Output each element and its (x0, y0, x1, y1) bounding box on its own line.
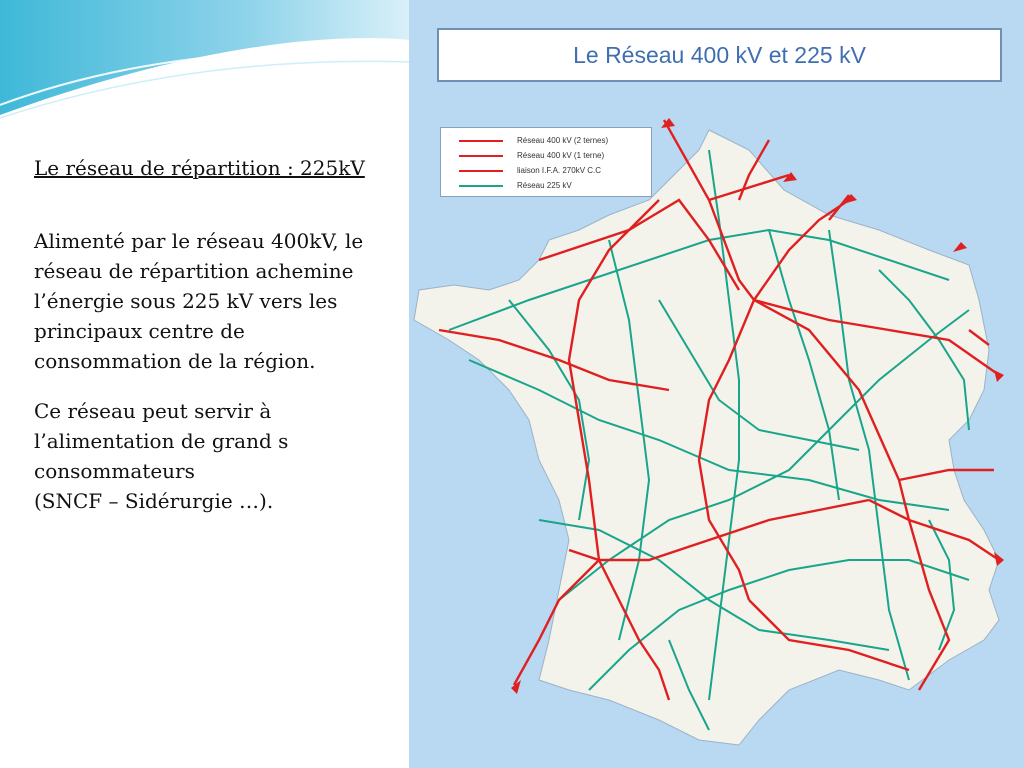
legend-swatch (459, 185, 503, 187)
france-grid-map (409, 0, 1024, 768)
arrow-icon (953, 242, 967, 252)
france-land (414, 130, 999, 745)
legend-label: Réseau 225 kV (517, 181, 572, 190)
legend-label: Réseau 400 kV (2 ternes) (517, 136, 609, 145)
legend-label: liaison I.F.A. 270kV C.C (517, 166, 602, 175)
map-title: Le Réseau 400 kV et 225 kV (573, 41, 866, 68)
legend-swatch (459, 140, 503, 142)
legend-label: Réseau 400 kV (1 terne) (517, 151, 605, 160)
arrow-icon (994, 370, 1004, 382)
section-title: Le réseau de répartition : 225kV (34, 156, 365, 180)
legend-item (445, 163, 647, 178)
legend-swatch (459, 170, 503, 172)
paragraph-2: Ce réseau peut servir à l’alimentation de grand s consommateurs (SNCF – Sidérurgie …). (34, 399, 289, 513)
decorative-wave (0, 0, 410, 130)
arrow-icon (661, 118, 675, 128)
legend-item (445, 133, 647, 148)
map-title-box (437, 28, 1002, 82)
legend-swatch (459, 155, 503, 157)
legend-item (445, 178, 647, 193)
map-legend (440, 127, 652, 197)
legend-item (445, 148, 647, 163)
paragraph-1: Alimenté par le réseau 400kV, le réseau de répartition achemine l’énergie sous 225 kV vers les principaux centre de consommation de la région. (34, 229, 364, 373)
slide-text (34, 156, 394, 536)
